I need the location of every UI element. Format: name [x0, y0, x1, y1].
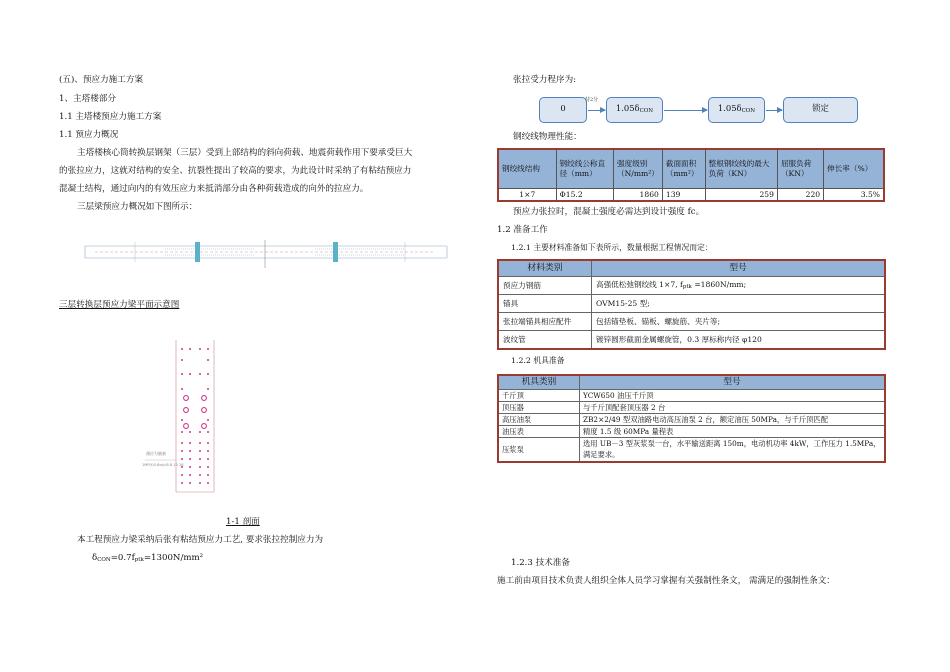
table-cell: 波纹管	[498, 330, 592, 349]
subheading-materials: 1.2.1 主要材料准备如下表所示，数量根据工程情况而定：	[511, 243, 713, 252]
section-note-spec: 1MP(f)0.8σ(c)8.8 13 28	[142, 463, 184, 467]
table-row	[498, 426, 885, 438]
paragraph-figure-intro: 三层梁预应力概况如下图所示：	[77, 202, 198, 212]
table-cell: 精度 1.5 级 60MPa 量程表	[580, 426, 886, 438]
formula-ptk-sub: ptk	[134, 557, 144, 563]
table-cell: 高压油泵	[498, 413, 580, 425]
caption-section: 1-1 剖面	[226, 517, 260, 527]
paragraph-overview-line2: 的张拉应力，这就对结构的安全、抗裂性提出了较高的要求，为此设计时采纳了有粘结预应力	[59, 166, 412, 176]
flow-step-lock: 锁定	[783, 97, 858, 123]
subheading-preparation: 1.2 准备工作	[497, 225, 548, 235]
table-cell: 张拉端锚具相应配件	[498, 312, 592, 330]
table-row	[498, 312, 885, 330]
table-cell: 3.5%	[824, 188, 884, 201]
table-cell: 千斤顶	[498, 389, 580, 401]
formula-delta: δ	[92, 553, 98, 563]
table-header-cell: 屈服负荷（KN）	[777, 149, 823, 188]
table-cell: 锚具	[498, 294, 592, 312]
table-header-cell: 伸长率（%）	[824, 149, 884, 188]
table-cell: 1860	[614, 188, 663, 201]
strand-properties-label: 钢绞线物理性能：	[513, 132, 582, 142]
table-cell: 压浆泵	[498, 438, 580, 463]
formula-end: =1300N/mm²	[143, 553, 204, 563]
flow-arrow-3	[766, 110, 782, 111]
table-row	[498, 276, 885, 294]
table-cell: Φ15.2	[556, 188, 614, 201]
formula-control-stress	[92, 553, 203, 564]
table-cell: ZB2×2/49 型双油路电动高压油泵 2 台，额定油压 50MPa，与千斤顶匹配	[580, 413, 886, 425]
table-cell: OVM15-25 型;	[592, 294, 886, 312]
table-header-cell: 强度级别（N/mm²）	[614, 149, 663, 188]
table-cell: 220	[777, 188, 823, 201]
flow-hold-label: 持2分	[585, 97, 599, 103]
table-cell: 预应力钢筋	[498, 276, 592, 294]
table-cell: 1×7	[498, 188, 556, 201]
table-row	[498, 401, 885, 413]
section-note-label: 预应力筋束	[146, 451, 166, 456]
formula-con-sub: CON	[97, 557, 111, 563]
table-header-cell: 截面面积（mm²）	[662, 149, 705, 188]
section-drawing	[140, 332, 280, 497]
tension-sequence-label: 张拉受力程序为:	[513, 75, 577, 85]
table-header-cell: 钢绞线公称直径（mm）	[556, 149, 614, 188]
flow-arrow-2	[664, 110, 707, 111]
paragraph-mandatory-clauses: 施工前由项目技术负责人组织全体人员学习掌握有关强制性条文， 需满足的强制性条文：	[497, 576, 835, 586]
table-cell: 选用 UB－3 型灰浆泵一台，水平输送距离 150m，电动机功率 4kW，工作压力 1.5MPa，满足要求。	[580, 438, 886, 463]
table-header-cell: 型号	[580, 375, 886, 389]
table-cell: YCW650 油压千斤顶	[580, 389, 886, 401]
equipment-table	[497, 374, 886, 463]
table-cell: 镀锌圆形截面金属螺旋管，0.3 厚标称内径 φ120	[592, 330, 886, 349]
paragraph-control-stress: 本工程预应力梁采纳后张有粘结预应力工艺, 要求张拉控制应力为	[77, 535, 324, 545]
table-header-cell: 钢绞线结构	[498, 149, 556, 188]
paragraph-overview-line1: 主塔楼核心筒转换层钢架（三层）受到上部结构的斜向荷载、地震荷载作用下要承受巨大	[77, 148, 413, 158]
table-header-cell: 机具类别	[498, 375, 580, 389]
table-cell: 139	[662, 188, 705, 201]
table-cell: 包括锚垫板、锚板、螺旋筋、夹片等;	[592, 312, 886, 330]
table-row	[498, 294, 885, 312]
table-row	[498, 188, 884, 201]
table-header-cell: 型号	[592, 260, 886, 276]
table-cell: 顶压器	[498, 401, 580, 413]
materials-table	[497, 259, 886, 350]
caption-plan: 三层转换层预应力梁平面示意图	[59, 300, 180, 310]
note-concrete-strength: 预应力张拉时，混凝土强度必需达到设计强度 fc。	[513, 207, 705, 217]
section-heading: (五)、预应力施工方案	[59, 75, 144, 85]
table-row	[498, 413, 885, 425]
table-row	[498, 389, 885, 401]
table-row	[498, 438, 885, 463]
strand-properties-table	[497, 148, 885, 202]
table-cell: 与千斤顶配套顶压器 2 台	[580, 401, 886, 413]
paragraph-overview-line3: 混凝土结构，通过向内的有效压应力来抵消部分由各种荷载造成的向外的拉应力。	[59, 184, 369, 194]
flow-step-hold: $1.05\delta_{CON}$	[708, 97, 765, 123]
subheading-main-tower: 1、主塔楼部分	[59, 94, 117, 104]
table-header-row	[498, 149, 884, 188]
table-header-cell: 材料类别	[498, 260, 592, 276]
table-header-row	[498, 260, 885, 276]
table-header-cell: 整根钢绞线的最大负荷（KN）	[705, 149, 777, 188]
flow-arrow-1	[588, 110, 605, 111]
subheading-prestress-overview: 1.1 预应力概况	[59, 130, 119, 140]
table-cell: 油压表	[498, 426, 580, 438]
table-cell: 高强低松弛钢绞线 1×7, $f_{ptk} =1860N/mm$;	[592, 276, 886, 294]
subheading-prestress-plan: 1.1 主塔楼预应力施工方案	[59, 112, 162, 122]
subheading-equipment: 1.2.2 机具准备	[511, 356, 565, 365]
flow-step-zero: 0	[539, 97, 587, 123]
flow-step-overtension: $1.05\delta_{CON}$	[606, 97, 663, 123]
table-cell: 259	[705, 188, 777, 201]
plan-drawing	[75, 238, 455, 270]
table-header-row	[498, 375, 885, 389]
formula-mid: =0.7f	[110, 553, 135, 563]
table-row	[498, 330, 885, 349]
subheading-technical: 1.2.3 技术准备	[511, 558, 570, 568]
